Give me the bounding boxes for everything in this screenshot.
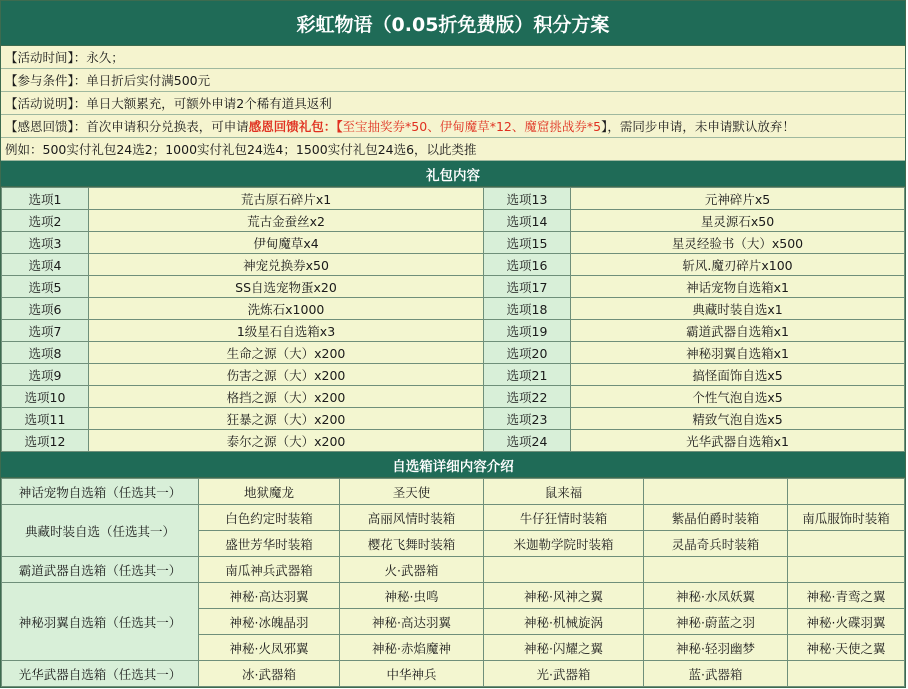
detail-item: 神秘·蔚蓝之羽 [644, 609, 788, 635]
gift-row [2, 210, 905, 232]
detail-item: 南瓜服饰时装箱 [788, 505, 905, 531]
thanks-suffix: 】，需同步申请，未申请默认放弃！ [601, 119, 795, 134]
gift-option-label: 选项15 [484, 232, 571, 254]
detail-item: 樱花飞舞时装箱 [340, 531, 484, 557]
detail-item: 冰·武器箱 [199, 661, 340, 687]
gift-option-value: 伤害之源（大）x200 [89, 364, 484, 386]
gift-option-value: 荒古金蚕丝x2 [89, 210, 484, 232]
gift-option-value: 星灵经验书（大）x500 [571, 232, 905, 254]
gift-option-label: 选项14 [484, 210, 571, 232]
info-example: 例如：500实付礼包24选2；1000实付礼包24选4；1500实付礼包24选6，以此类推 [1, 138, 905, 161]
gift-row [2, 232, 905, 254]
detail-item: 白色约定时装箱 [199, 505, 340, 531]
page-title: 彩虹物语（0.05折免费版）积分方案 [1, 1, 905, 46]
info-description: 【活动说明】：单日大额累充，可额外申请2个稀有道具返利 [1, 92, 905, 115]
gift-option-value: 元神碎片x5 [571, 188, 905, 210]
gift-option-value: 神秘羽翼自选箱x1 [571, 342, 905, 364]
detail-empty-cell [788, 531, 905, 557]
detail-item: 神秘·火凤邪翼 [199, 635, 340, 661]
gift-option-value: 搞怪面饰自选x5 [571, 364, 905, 386]
gift-option-value: 神宠兑换券x50 [89, 254, 484, 276]
info-activity-time: 【活动时间】：永久； [1, 46, 905, 69]
gift-option-label: 选项12 [2, 430, 89, 452]
gift-option-value: 泰尔之源（大）x200 [89, 430, 484, 452]
detail-item: 高丽风情时装箱 [340, 505, 484, 531]
detail-category: 神话宠物自选箱（任选其一） [2, 479, 199, 505]
gift-option-value: 斩风.魔刃碎片x100 [571, 254, 905, 276]
detail-empty-cell [788, 479, 905, 505]
gift-option-label: 选项24 [484, 430, 571, 452]
gift-option-value: 星灵源石x50 [571, 210, 905, 232]
detail-category: 典藏时装自选（任选其一） [2, 505, 199, 557]
gift-option-value: 精致气泡自选x5 [571, 408, 905, 430]
info-thanks [1, 115, 905, 138]
gift-option-value: 洗炼石x1000 [89, 298, 484, 320]
gift-option-value: 神话宠物自选箱x1 [571, 276, 905, 298]
detail-item: 神秘·冰魄晶羽 [199, 609, 340, 635]
detail-item: 神秘·风神之翼 [484, 583, 644, 609]
gift-row [2, 408, 905, 430]
gift-option-value: 格挡之源（大）x200 [89, 386, 484, 408]
detail-empty-cell [484, 557, 644, 583]
detail-item: 鼠来福 [484, 479, 644, 505]
gift-option-label: 选项23 [484, 408, 571, 430]
gift-option-label: 选项10 [2, 386, 89, 408]
detail-item: 神秘·青鸾之翼 [788, 583, 905, 609]
gift-option-label: 选项20 [484, 342, 571, 364]
detail-empty-cell [788, 557, 905, 583]
gift-option-label: 选项8 [2, 342, 89, 364]
detail-category: 霸道武器自选箱（任选其一） [2, 557, 199, 583]
detail-empty-cell [644, 479, 788, 505]
detail-item: 火·武器箱 [340, 557, 484, 583]
gift-option-label: 选项17 [484, 276, 571, 298]
detail-item: 蓝·武器箱 [644, 661, 788, 687]
gift-option-value: 伊甸魔草x4 [89, 232, 484, 254]
detail-item: 米迦勒学院时装箱 [484, 531, 644, 557]
thanks-bracket: ：【 [323, 119, 343, 134]
detail-item: 神秘·赤焰魔神 [340, 635, 484, 661]
gift-option-label: 选项13 [484, 188, 571, 210]
gifts-table [1, 187, 905, 452]
detail-row [2, 479, 905, 505]
gift-row [2, 298, 905, 320]
detail-item: 神秘·高达羽翼 [340, 609, 484, 635]
gift-option-label: 选项21 [484, 364, 571, 386]
gift-row [2, 364, 905, 386]
gift-option-label: 选项9 [2, 364, 89, 386]
detail-row [2, 505, 905, 531]
detail-row [2, 661, 905, 687]
gift-option-value: 霸道武器自选箱x1 [571, 320, 905, 342]
detail-empty-cell [788, 661, 905, 687]
detail-row [2, 557, 905, 583]
gift-option-label: 选项4 [2, 254, 89, 276]
thanks-prefix: 【感恩回馈】：首次申请积分兑换表，可申请 [5, 119, 249, 134]
gift-row [2, 430, 905, 452]
detail-item: 神秘·轻羽幽梦 [644, 635, 788, 661]
detail-item: 紫晶伯爵时装箱 [644, 505, 788, 531]
thanks-items: 至宝抽奖券*50、伊甸魔草*12、魔窟挑战券*5 [342, 119, 602, 134]
gift-row [2, 320, 905, 342]
gift-option-label: 选项18 [484, 298, 571, 320]
detail-item: 神秘·天使之翼 [788, 635, 905, 661]
detail-category: 神秘羽翼自选箱（任选其一） [2, 583, 199, 661]
detail-item: 神秘·火碟羽翼 [788, 609, 905, 635]
gift-option-label: 选项19 [484, 320, 571, 342]
detail-table [1, 478, 905, 687]
gift-row [2, 386, 905, 408]
gift-option-value: SS自选宠物蛋x20 [89, 276, 484, 298]
gift-option-label: 选项1 [2, 188, 89, 210]
gift-option-value: 光华武器自选箱x1 [571, 430, 905, 452]
detail-item: 神秘·闪耀之翼 [484, 635, 644, 661]
gift-row [2, 276, 905, 298]
gift-row [2, 188, 905, 210]
detail-item: 圣天使 [340, 479, 484, 505]
gift-option-label: 选项3 [2, 232, 89, 254]
gift-option-value: 生命之源（大）x200 [89, 342, 484, 364]
detail-item: 地狱魔龙 [199, 479, 340, 505]
gift-option-label: 选项5 [2, 276, 89, 298]
gift-option-value: 荒古原石碎片x1 [89, 188, 484, 210]
info-participation: 【参与条件】：单日折后实付满500元 [1, 69, 905, 92]
detail-category: 光华武器自选箱（任选其一） [2, 661, 199, 687]
gift-option-label: 选项6 [2, 298, 89, 320]
detail-item: 神秘·高达羽翼 [199, 583, 340, 609]
gift-option-label: 选项22 [484, 386, 571, 408]
detail-empty-cell [644, 557, 788, 583]
detail-item: 牛仔狂情时装箱 [484, 505, 644, 531]
detail-item: 神秘·水凤妖翼 [644, 583, 788, 609]
gift-row [2, 254, 905, 276]
detail-row [2, 583, 905, 609]
gift-option-label: 选项7 [2, 320, 89, 342]
gift-option-label: 选项11 [2, 408, 89, 430]
gifts-section-header: 礼包内容 [1, 161, 905, 187]
gift-option-value: 典藏时装自选x1 [571, 298, 905, 320]
gift-option-value: 1级星石自选箱x3 [89, 320, 484, 342]
gift-option-value: 狂暴之源（大）x200 [89, 408, 484, 430]
detail-section-header: 自选箱详细内容介绍 [1, 452, 905, 478]
detail-item: 神秘·机械旋涡 [484, 609, 644, 635]
gift-option-value: 个性气泡自选x5 [571, 386, 905, 408]
gift-option-label: 选项16 [484, 254, 571, 276]
detail-item: 中华神兵 [340, 661, 484, 687]
gift-row [2, 342, 905, 364]
detail-item: 神秘·虫鸣 [340, 583, 484, 609]
gift-option-label: 选项2 [2, 210, 89, 232]
detail-item: 南瓜神兵武器箱 [199, 557, 340, 583]
thanks-gift-name: 感恩回馈礼包 [248, 119, 324, 134]
detail-item: 光·武器箱 [484, 661, 644, 687]
detail-item: 盛世芳华时装箱 [199, 531, 340, 557]
detail-item: 灵晶奇兵时装箱 [644, 531, 788, 557]
